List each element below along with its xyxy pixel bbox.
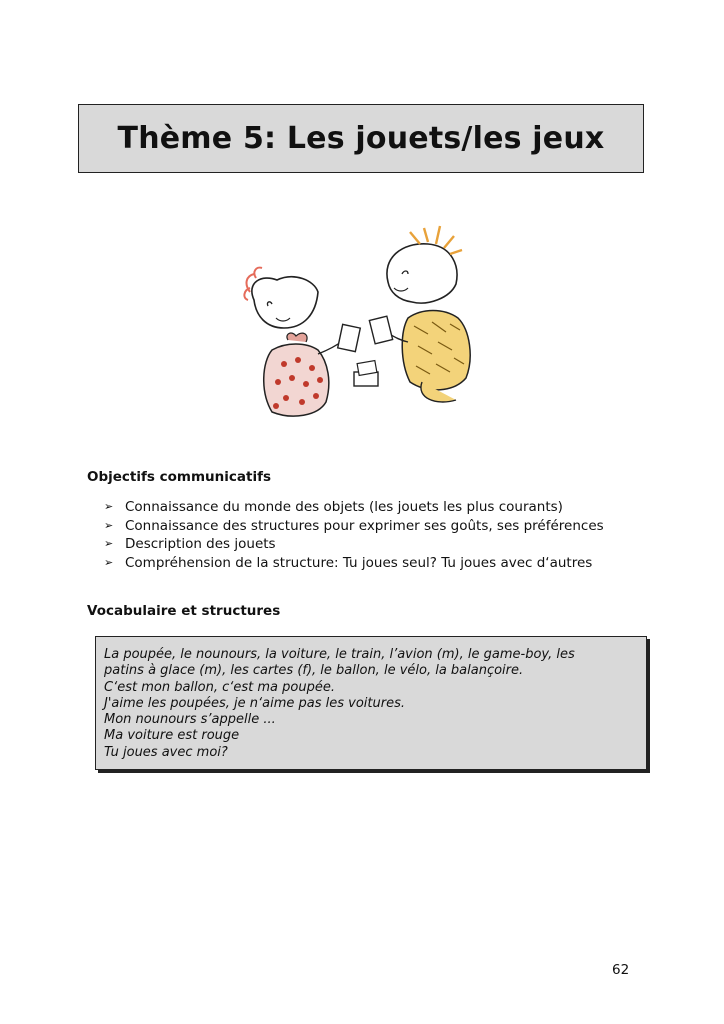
vocabulary-line: Mon nounours s’appelle ... [104,712,276,728]
vocabulary-line: Ma voiture est rouge [104,728,240,744]
objective-text: Connaissance du monde des objets (les jouets les plus courants) [125,499,563,515]
vocabulary-line: patins à glace (m), les cartes (f), le ballon, le vélo, la balançoire. [104,663,524,679]
list-item [104,535,604,554]
arrow-bullet-icon: ➢ [104,556,114,570]
objective-text: Connaissance des structures pour exprimer ses goûts, ses préférences [125,517,604,534]
objectives-list [104,498,604,573]
vocabulary-line: C‘est mon ballon, c‘est ma poupée. [104,679,335,695]
girl-figure [244,268,360,416]
boy-figure [369,226,470,402]
arrow-bullet-icon: ➢ [104,537,114,551]
objective-text: Compréhension de la structure: Tu joues seul? Tu joues avec d‘autres [125,555,593,572]
page-number: 62 [612,962,630,978]
list-item [104,554,604,573]
title-box [78,104,644,173]
vocabulary-line: Tu joues avec moi? [104,744,228,760]
vocabulary-box [95,636,647,770]
page-title: Thème 5: Les jouets/les jeux [117,121,605,156]
arrow-bullet-icon: ➢ [104,500,114,513]
vocabulary-heading: Vocabulaire et structures [87,603,281,619]
card-pile [354,361,378,386]
objectives-heading: Objectifs communicatifs [87,469,271,485]
list-item [104,517,604,536]
arrow-bullet-icon: ➢ [104,518,114,532]
vocabulary-line: J'aime les poupées, je n‘aime pas les voitures. [104,695,405,711]
objective-text: Description des jouets [125,536,276,553]
vocabulary-line: La poupée, le nounours, la voiture, le train, l’avion (m), le game-boy, les [104,647,575,662]
list-item [104,498,604,517]
children-playing-cards-illustration [232,222,482,427]
